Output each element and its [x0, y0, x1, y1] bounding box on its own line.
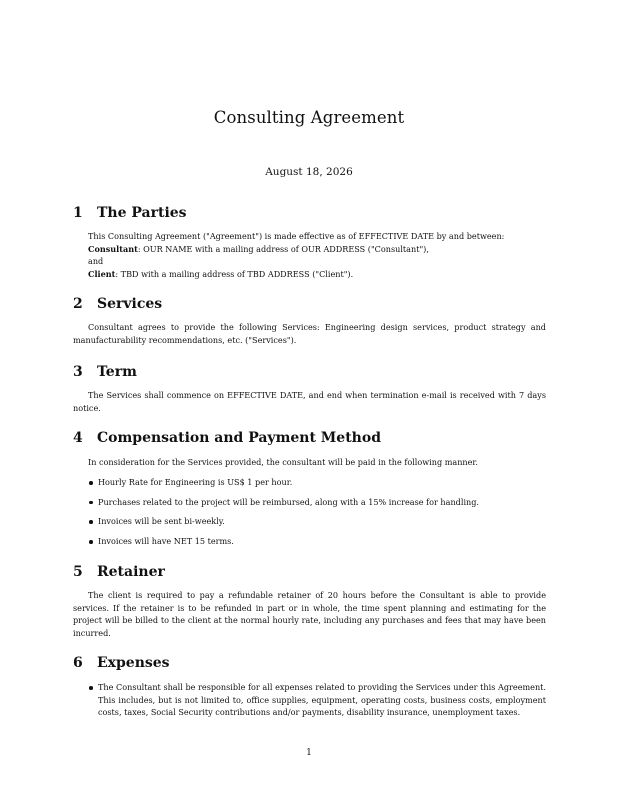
section-title: Services: [97, 296, 163, 312]
parties-client: [88, 268, 353, 281]
section-title: The Parties: [97, 205, 187, 221]
list-item: Hourly Rate for Engineering is US$ 1 per hour.: [89, 476, 546, 489]
list-item: Invoices will have NET 15 terms.: [89, 535, 546, 548]
section-number: 1: [73, 205, 83, 221]
section-number: 3: [73, 364, 83, 380]
section-heading-compensation: [73, 430, 381, 446]
list-item: The Consultant shall be responsible for all expenses related to providing the Services under this Agreement. This includes, but is not limited to, office supplies, equipment, operating costs, business costs, employment costs, taxes, Social Security contributions and/or payments, disability insurance, unemployment taxes.: [89, 681, 546, 719]
section-title: Compensation and Payment Method: [97, 430, 381, 446]
retainer-paragraph: [73, 589, 546, 639]
term-paragraph: [73, 389, 546, 414]
client-details: : TBD with a mailing address of TBD ADDRESS ("Client").: [115, 268, 354, 279]
consultant-details: : OUR NAME with a mailing address of OUR ADDRESS ("Consultant"),: [137, 243, 429, 254]
compensation-list: [89, 476, 546, 555]
section-title: Term: [97, 364, 137, 380]
parties-consultant: [88, 243, 429, 256]
section-heading-term: [73, 364, 137, 380]
section-title: Expenses: [97, 655, 170, 671]
expenses-list: [89, 681, 546, 719]
term-text: The Services shall commence on EFFECTIVE DATE, and end when termination e-mail is received with 7 days notice.: [73, 390, 546, 413]
section-title: Retainer: [97, 564, 165, 580]
section-heading-expenses: [73, 655, 170, 671]
section-number: 4: [73, 430, 83, 446]
section-heading-parties: [73, 205, 187, 221]
retainer-text: The client is required to pay a refundable retainer of 20 hours before the Consultant is able to provide services. If the retainer is to be refunded in part or in whole, the time spent planning and estimating for the project will be billed to the client at the normal hourly rate, including any purchases and fees that may have been incurred.: [73, 590, 546, 638]
compensation-intro: In consideration for the Services provided, the consultant will be paid in the following manner.: [88, 457, 478, 467]
section-number: 6: [73, 655, 83, 671]
consultant-label: Consultant: [88, 243, 138, 254]
section-heading-retainer: [73, 564, 165, 580]
section-heading-services: [73, 296, 162, 312]
document-title: Consulting Agreement: [213, 108, 405, 127]
list-item: Invoices will be sent bi-weekly.: [89, 515, 546, 528]
client-label: Client: [88, 268, 116, 279]
list-item: Purchases related to the project will be reimbursed, along with a 15% increase for handling.: [89, 496, 546, 509]
services-paragraph: [73, 321, 546, 346]
services-text: Consultant agrees to provide the following Services: Engineering design services, product strategy and manufacturability recommendations, etc. ("Services").: [73, 322, 546, 345]
page-number: 1: [306, 748, 312, 758]
section-number: 2: [73, 296, 83, 312]
document-date: August 18, 2026: [265, 166, 353, 178]
parties-intro: This Consulting Agreement ("Agreement") is made effective as of EFFECTIVE DATE by and between:: [88, 231, 505, 241]
parties-and: and: [88, 256, 104, 266]
section-number: 5: [73, 564, 83, 580]
